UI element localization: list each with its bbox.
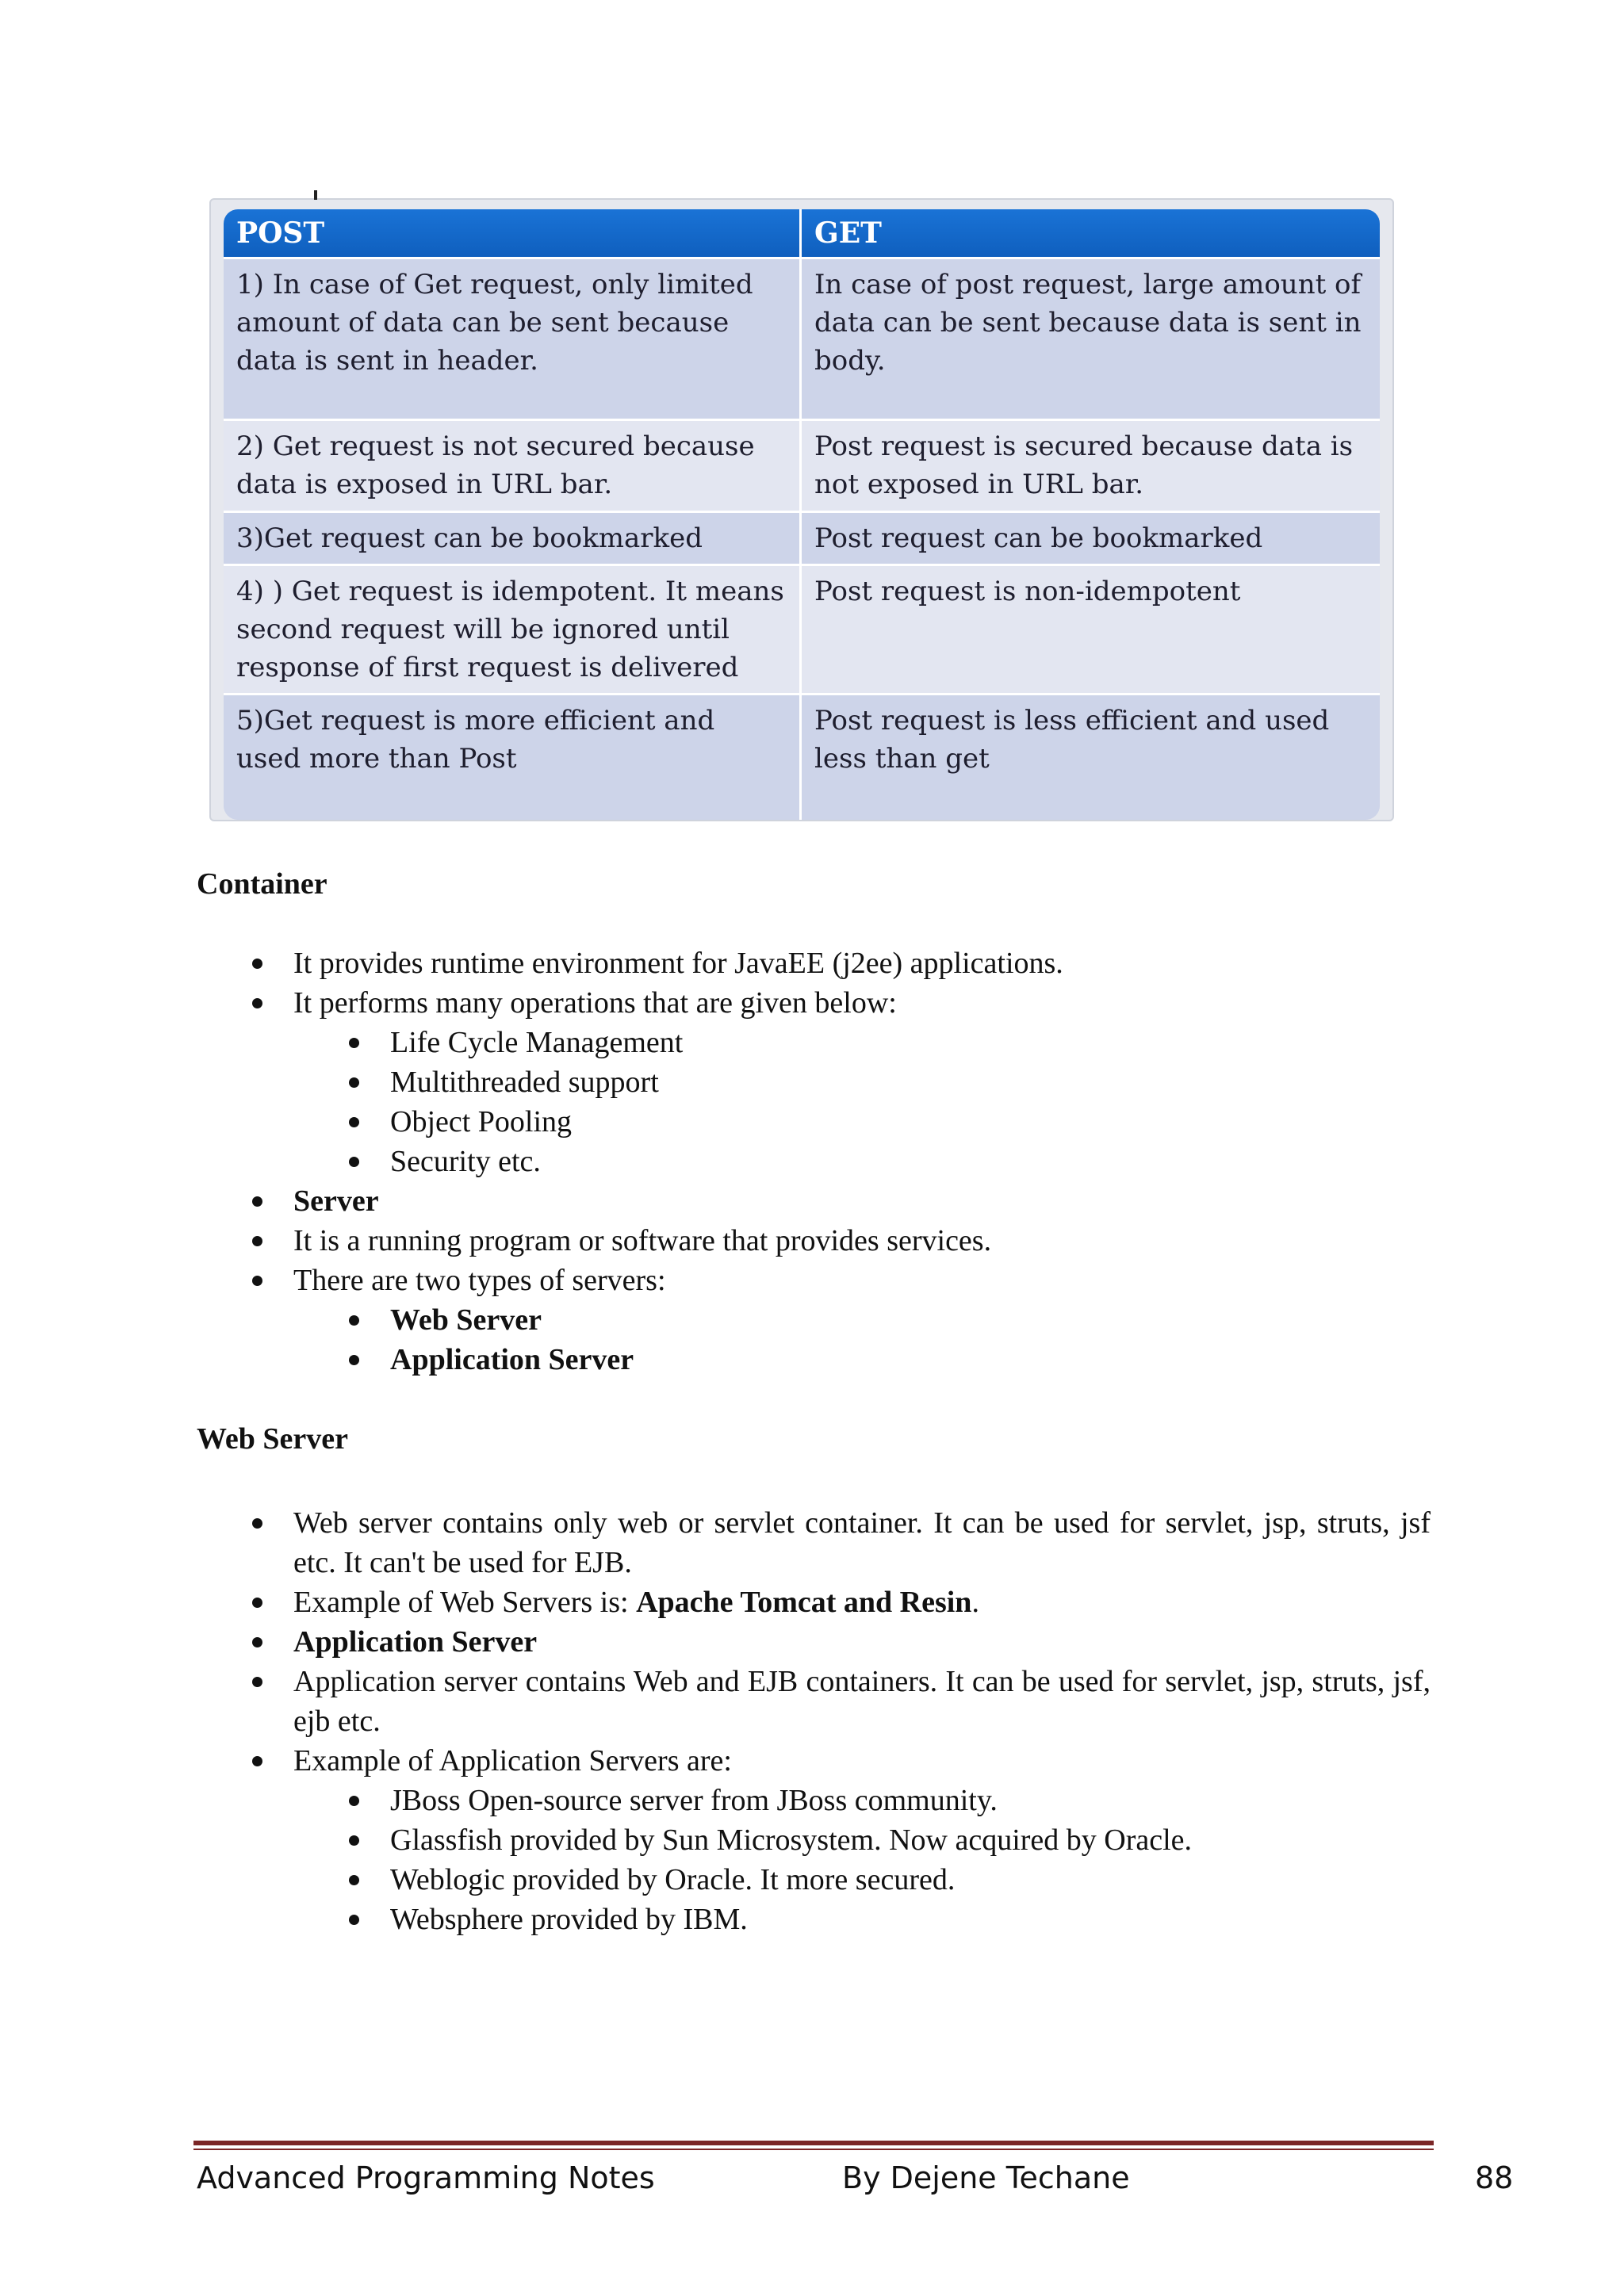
document-body <box>197 864 1431 1939</box>
footer-title: Advanced Programming Notes <box>197 2160 655 2195</box>
post-get-comparison-image <box>209 198 1394 821</box>
bullet-icon <box>252 1276 262 1286</box>
list-item: Security etc. <box>293 1142 1431 1181</box>
list-item: Websphere provided by IBM. <box>293 1900 1431 1939</box>
table-cell: In case of post request, large amount of data can be sent because data is sent in body. <box>802 257 1380 419</box>
table-row <box>224 693 1380 820</box>
bullet-icon <box>349 1875 359 1885</box>
bullet-icon <box>349 1038 359 1048</box>
web-server-heading: Web Server <box>197 1422 349 1456</box>
stray-mark <box>314 190 317 200</box>
web-server-list <box>197 1503 1431 1939</box>
list-item: Application server contains Web and EJB containers. It can be used for servlet, jsp, struts, jsf, ejb etc. <box>197 1662 1431 1741</box>
table-row <box>224 257 1380 419</box>
bullet-icon <box>349 1835 359 1846</box>
container-heading: Container <box>197 867 327 901</box>
table-cell: Post request is non-idempotent <box>802 564 1380 693</box>
header-get: GET <box>802 209 1380 257</box>
header-post: POST <box>224 209 802 257</box>
bullet-icon <box>252 1196 262 1207</box>
table-cell: 5)Get request is more efficient and used more than Post <box>224 693 802 820</box>
list-item: Object Pooling <box>293 1102 1431 1142</box>
list-item: JBoss Open-source server from JBoss community. <box>293 1781 1431 1820</box>
list-item: Web server contains only web or servlet container. It can be used for servlet, jsp, struts, jsf etc. It can't be used for EJB. <box>197 1503 1431 1582</box>
list-item: It provides runtime environment for JavaEE (j2ee) applications. <box>197 943 1431 983</box>
list-item: There are two types of servers: Web Server Application Server <box>197 1261 1431 1380</box>
list-item: Weblogic provided by Oracle. It more secured. <box>293 1860 1431 1900</box>
list-item: Life Cycle Management <box>293 1023 1431 1062</box>
table-row <box>224 419 1380 511</box>
page-number: 88 <box>1475 2160 1514 2195</box>
bullet-icon <box>349 1157 359 1167</box>
list-item: It performs many operations that are given below: Life Cycle Management Multithreaded support Object Pooling Security etc. <box>197 983 1431 1181</box>
server-types-list <box>293 1300 1431 1380</box>
bullet-icon <box>252 1637 262 1647</box>
bullet-icon <box>252 959 262 969</box>
table-row <box>224 564 1380 693</box>
footer-author: By Dejene Techane <box>842 2160 1130 2195</box>
table-cell: Post request can be bookmarked <box>802 511 1380 564</box>
table-header-row <box>224 209 1380 257</box>
list-item: Example of Application Servers are: JBoss Open-source server from JBoss community. Glassfish provided by Sun Microsystem. Now acquired by Oracle. Weblogic provided by Oracle. It more secured. Websphere provided by IBM. <box>197 1741 1431 1939</box>
bullet-icon <box>349 1796 359 1806</box>
bullet-icon <box>252 1598 262 1608</box>
application-server-examples <box>293 1781 1431 1939</box>
list-item: It is a running program or software that provides services. <box>197 1221 1431 1261</box>
post-get-comparison-table <box>224 209 1380 820</box>
bullet-icon <box>349 1355 359 1365</box>
table-cell: 3)Get request can be bookmarked <box>224 511 802 564</box>
bullet-icon <box>252 1677 262 1687</box>
list-item <box>197 1622 1431 1662</box>
table-cell: Post request is less efficient and used less than get <box>802 693 1380 820</box>
list-item: Application Server <box>293 1340 1431 1380</box>
list-item: Glassfish provided by Sun Microsystem. Now acquired by Oracle. <box>293 1820 1431 1860</box>
bullet-icon <box>252 1756 262 1766</box>
list-item: Web Server <box>293 1300 1431 1340</box>
bullet-icon <box>252 1236 262 1246</box>
list-item: Example of Web Servers is: Apache Tomcat and Resin. <box>197 1582 1431 1622</box>
bullet-icon <box>349 1315 359 1326</box>
table-cell: 1) In case of Get request, only limited amount of data can be sent because data is sent in header. <box>224 257 802 419</box>
footer-divider-thin <box>193 2149 1434 2150</box>
table-cell: 4) ) Get request is idempotent. It means second request will be ignored until response of first request is delivered <box>224 564 802 693</box>
table-cell: 2) Get request is not secured because data is exposed in URL bar. <box>224 419 802 511</box>
table-row <box>224 511 1380 564</box>
application-server-label: Application Server <box>293 1625 538 1659</box>
bullet-icon <box>349 1117 359 1127</box>
bullet-icon <box>349 1077 359 1088</box>
bullet-icon <box>349 1915 359 1925</box>
table-cell: Post request is secured because data is not exposed in URL bar. <box>802 419 1380 511</box>
bullet-icon <box>252 998 262 1008</box>
list-item: Multithreaded support <box>293 1062 1431 1102</box>
container-list <box>197 943 1431 1380</box>
operations-list <box>293 1023 1431 1181</box>
bullet-icon <box>252 1518 262 1529</box>
list-item <box>197 1181 1431 1221</box>
server-label: Server <box>293 1184 379 1218</box>
footer-divider <box>193 2141 1434 2145</box>
